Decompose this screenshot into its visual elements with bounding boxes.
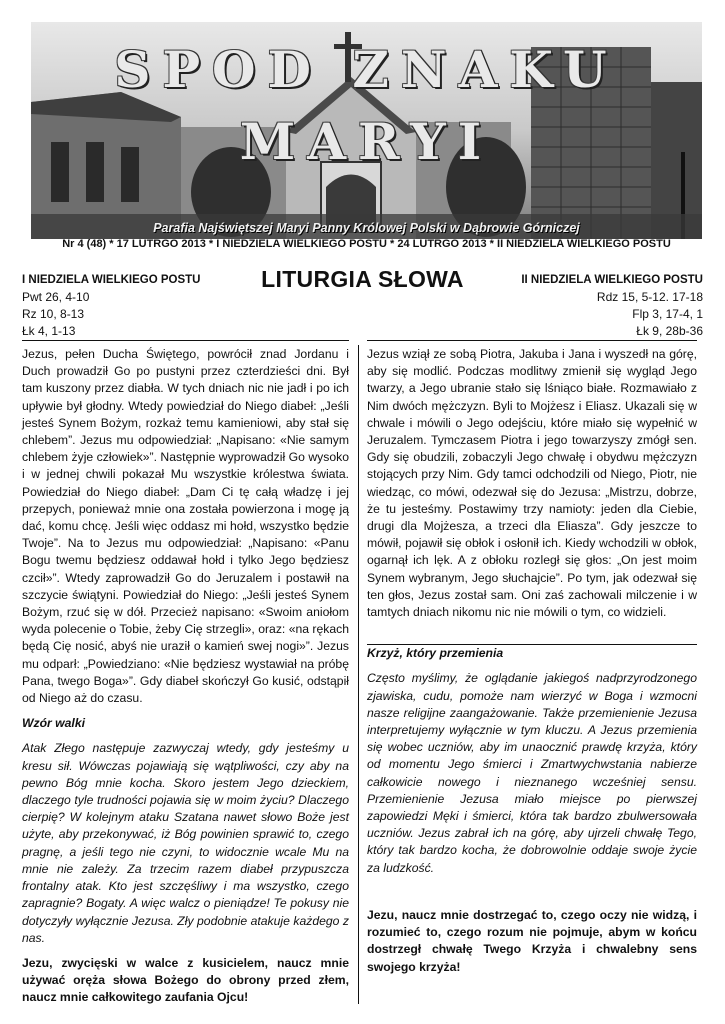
- reflection-text: Atak Złego następuje zazwyczaj wtedy, gdy jesteśmy u kresu sił. Wówczas pojawiają się wątpliwości, czy aby na pewno Bóg mnie kocha. Skoro jestem Jego dzieckiem, dlaczego tyle trudności pojawia się w moim życiu? Dlaczego cierpię? W kolejnym ataku Szatana nawet słowo Boże jest użyte, aby przekonywać, iż Bóg powinien sprawić to, czego pragnę, a jeśli tego nie czyni, to widocznie wcale Mu na mnie nie zależy. Za trzecim razem diabeł przypuszcza frontalny atak. Kto jest szczęśliwy i ma wszystko, czego zapragnie? Bogaty. A więc walcz o pieniądze! Te pokusy nie dotyczyły wyłącznie Jezusa. Zły podobnie atakuje każdego z nas.: [22, 741, 349, 945]
- reading-ref: Pwt 26, 4-10: [22, 290, 90, 304]
- right-column: [367, 346, 697, 976]
- section-heading: Krzyż, który przemienia: [367, 646, 504, 661]
- prayer-text: Jezu, zwycięski w walce z kusicielem, naucz mnie używać oręża słowa Bożego do obrony przed złem, naucz mnie całkowitego zaufania Ojcu!: [22, 955, 349, 1005]
- horizontal-divider: [367, 340, 697, 341]
- section-heading: Wzór walki: [22, 716, 85, 731]
- horizontal-divider: [22, 340, 349, 341]
- reading-ref: Flp 3, 17-4, 1: [632, 307, 703, 321]
- reading-ref: Rdz 15, 5-12. 17-18: [596, 290, 703, 304]
- masthead-banner: [31, 22, 702, 239]
- readings-left-heading: I NIEDZIELA WIELKIEGO POSTU: [22, 274, 201, 286]
- readings-right: [521, 272, 703, 340]
- masthead-subtitle: Parafia Najświętszej Maryi Panny Królowej Polski w Dąbrowie Górniczej: [153, 221, 580, 235]
- reading-ref: Łk 4, 1-13: [22, 324, 76, 338]
- gospel-text: Jezus, pełen Ducha Świętego, powrócił znad Jordanu i Duch prowadził Go po pustyni przez czterdzieści dni. Był tam kuszony przez diabła. W tych dniach nic nie jadł i po ich upływie był głodny. Wtedy powiedział do Niego diabeł: „Jeśli jesteś Synem Bożym, rozkaż temu kamieniowi, aby stał się chlebem”. Jezus mu odpowiedział: „Napisano: «Nie samym chlebem żyje człowiek»”. Następnie wyprowadził Go wysoko i w jednej chwili pokazał Mu wszystkie królestwa świata. Powiedział do Niego diabeł: „Dam Ci tę całą władzę i jej przepych, ponieważ mnie ona została powierzona i mogę ją dać, komu chcę. Jeśli więc oddasz mi hołd, wszystko będzie Twoje”. Na to Jezus mu odpowiedział: „Napisano: «Panu Bogu twemu będziesz oddawał hołd i tylko Jego będziesz czcił»”. Wtedy zaprowadził Go do Jeruzalem i postawił na szczycie świątyni. Powiedział do Niego: „Jeśli jesteś Synem Bożym, rzuć się w dół. Przecież napisano: «Swoim aniołom wyda polecenie o Tobie, żeby Cię strzegli», oraz: «na rękach będą Cię nosić, abyś nie uraził o kamień swej nogi»”. Jezus mu odparł: „Powiedziano: «Nie będziesz wystawiał na próbę Pana, twego Boga»”. Gdy diabeł skończył Go kusić, odstąpił od Niego aż do czasu.: [22, 347, 349, 706]
- masthead-title-line2: MARYI: [239, 112, 494, 171]
- reflection-text: Często myślimy, że oglądanie jakiegoś nadprzyrodzonego zjawiska, cudu, pomoże nam wierzyć w Boga i wzmocni nasze religijne zaangażowanie. Także przemienienie Jezusa interpretujemy wyłącznie w tym kluczu. A Jezus przemienia się wobec uczniów, aby im unaocznić prawdę krzyża, który od momentu Jego śmierci i Zmartwychwstania nabierze całkowicie nowego i nieznanego wcześniej sensu. Przemienienie Jezusa miało miejsce po pierwszej zapowiedzi Męki i śmierci, która tak bardzo zbulwersowała uczniów. Jezus zabrał ich na górę, aby ujrzeli chwałę Tego, który tak bardzo kocha, że dobrowolnie oddaje swoje życie za ludzkość.: [367, 671, 697, 875]
- issue-line: Nr 4 (48) * 17 LUTRGO 2013 * I NIEDZIELA WIELKIEGO POSTU * 24 LUTRGO 2013 * II NIEDZIELA WIELKIEGO POSTU: [62, 238, 671, 250]
- page-title: LITURGIA SŁOWA: [261, 266, 464, 292]
- left-column: [22, 346, 349, 1007]
- gospel-text: Jezus wziął ze sobą Piotra, Jakuba i Jana i wyszedł na górę, aby się modlić. Podczas modlitwy zmienił się wygląd Jego twarzy, a Jego ubranie stało się lśniąco białe. Rozmawiało z Nim dwóch mężczyzn. Byli to Mojżesz i Eliasz. Ukazali się w chwale i mówili o Jego odejściu, które miało się wypełnić w Jeruzalem. Tymczasem Piotra i jego towarzyszy zmógł sen. Gdy się obudzili, zobaczyli Jego chwałę i obydwu mężczyzn stojących przy Nim. Gdy tamci odchodzili od Niego, Piotr, nie wiedząc, co mówi, odezwał się do Jezusa: „Mistrzu, dobrze, że tu jesteśmy. Postawimy trzy namioty: jeden dla Ciebie, drugi dla Mojżesza, a trzeci dla Eliasza”. Gdy jeszcze to mówił, pojawił się obłok i osłonił ich. Kiedy wchodzili w obłok, ogarnął ich lęk. A z obłoku rozległ się głos: „On jest moim Synem wybranym, Jego słuchajcie”. Po tym, jak odezwał się ten głos, Jezus został sam. Oni zaś zachowali milczenie i w tamtych dniach nikomu nic nie mówili o tym, co widzieli.: [367, 347, 697, 620]
- reading-ref: Rz 10, 8-13: [22, 307, 85, 321]
- readings-right-heading: II NIEDZIELA WIELKIEGO POSTU: [521, 274, 703, 286]
- reading-ref: Łk 9, 28b-36: [636, 324, 703, 338]
- masthead-title-line1: SPOD ZNAKU: [114, 40, 619, 99]
- column-divider: [358, 345, 359, 1004]
- prayer-text: Jezu, naucz mnie dostrzegać to, czego oczy nie widzą, i rozumieć to, czego rozum nie pojmuje, abym w końcu dostrzegł chwałę Twego Krzyża i chwalebny sens swojego krzyża!: [367, 907, 697, 974]
